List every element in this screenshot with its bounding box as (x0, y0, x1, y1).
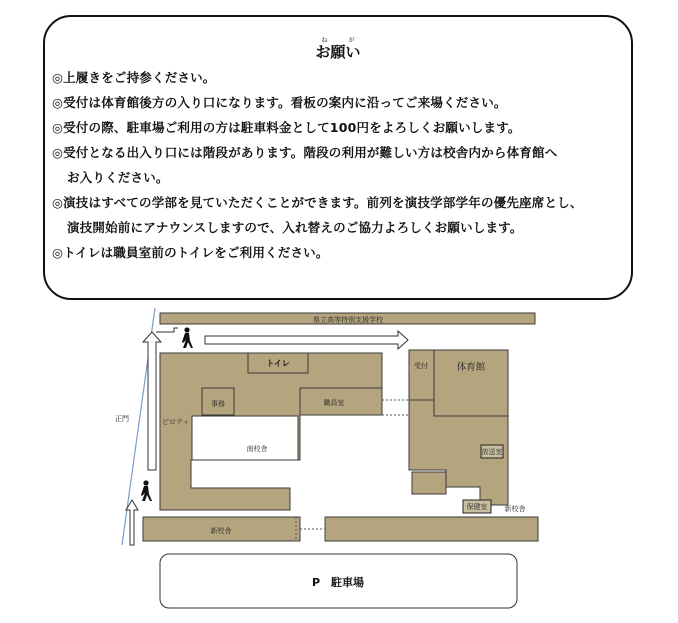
notice-title (45, 37, 631, 62)
walking-person-icon (182, 327, 193, 348)
path-arrow-right-icon (205, 331, 408, 349)
new-building-east (325, 517, 538, 541)
path-arrow-corner (156, 328, 178, 332)
walking-person-icon (141, 480, 152, 501)
notice-title-ruby: ねが (315, 37, 361, 44)
notice-title-text: お願い (315, 43, 361, 61)
campus-map-svg (0, 300, 678, 623)
main-gate-label: 正門 (115, 415, 129, 423)
pilotis-label: ピロティ (162, 418, 190, 426)
north-building-label: 新校舎 (504, 505, 526, 513)
notice-box (43, 15, 633, 300)
parking-label: P 駐車場 (311, 576, 365, 589)
staff-room-label: 職員室 (323, 399, 345, 407)
infirmary-label: 保健室 (466, 503, 488, 511)
new-building-label: 新校舎 (210, 527, 232, 535)
notice-list (52, 65, 627, 265)
campus-map (0, 300, 678, 623)
path-arrow-up-icon (143, 332, 161, 470)
toilet-label: トイレ (266, 359, 290, 368)
east-annex (412, 472, 446, 494)
entry-arrow-icon (126, 500, 138, 545)
notice-item: ◎上履きをご持参ください。 (52, 70, 216, 85)
gymnasium (434, 350, 508, 416)
south-building-courtyard (192, 416, 298, 460)
notice-item: ◎受付の際、駐車場ご利用の方は駐車料金として100円をよろしくお願いします。 (52, 120, 521, 135)
special-school-label: 県立高等特別支援学校 (313, 316, 383, 324)
notice-item: ◎演技はすべての学部を見ていただくことができます。前列を演技学部学年の優先座席とし、 (52, 195, 583, 210)
notice-item: ◎トイレは職員室前のトイレをご利用ください。 (52, 245, 329, 260)
notice-item: ◎受付は体育館後方の入り口になります。看板の案内に沿ってご来場ください。 (52, 95, 507, 110)
office-label: 事務 (211, 400, 225, 408)
south-building-label: 南校舎 (246, 445, 268, 453)
reception-room (409, 350, 434, 400)
reception-label: 受付 (414, 362, 428, 370)
notice-item-continuation: お入りください。 (67, 170, 169, 185)
notice-item: ◎受付となる出入り口には階段があります。階段の利用が難しい方は校舎内から体育館へ (52, 145, 558, 160)
notice-item-continuation: 演技開始前にアナウンスしますので、入れ替えのご協力よろしくお願いします。 (67, 220, 523, 235)
gym-label: 体育館 (456, 362, 486, 373)
broadcast-room-label: 放送室 (481, 448, 503, 456)
